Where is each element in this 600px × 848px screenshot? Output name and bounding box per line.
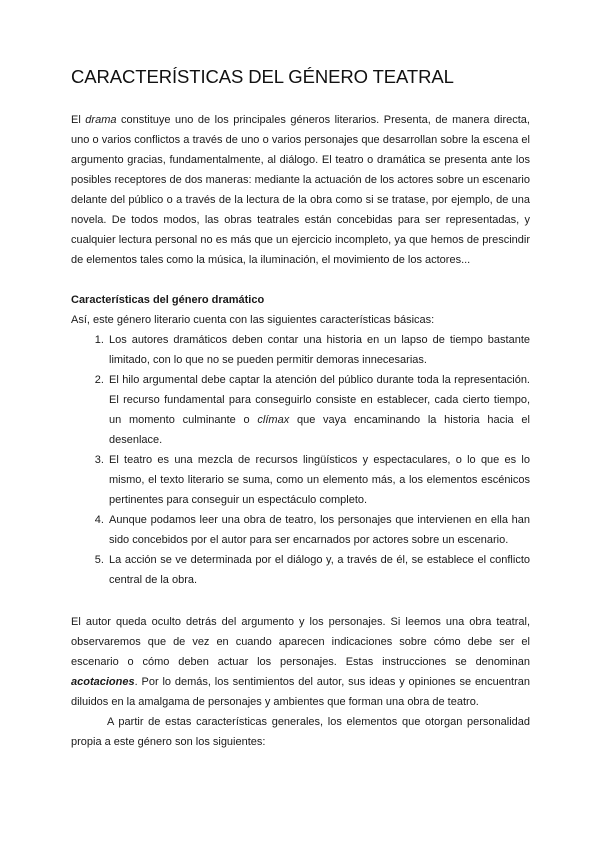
emphasis-climax: clímax bbox=[257, 414, 290, 426]
intro-paragraph bbox=[71, 110, 530, 270]
document-page bbox=[71, 66, 530, 752]
spacer bbox=[71, 590, 530, 612]
page-title: CARACTERÍSTICAS DEL GÉNERO TEATRAL bbox=[71, 66, 454, 87]
section-heading: Características del género dramático bbox=[71, 294, 265, 306]
author-text-rest: . Por lo demás, los sentimientos del autor, sus ideas y opiniones se encuentran diluidos en la amalgama de personajes y ambientes que forman una obra de teatro. bbox=[71, 676, 530, 708]
list-item: 5. La acción se ve determinada por el diálogo y, a través de él, se establece el conflicto central de la obra. bbox=[107, 550, 530, 590]
intro-emphasis-drama: drama bbox=[85, 114, 117, 126]
characteristics-list bbox=[71, 330, 530, 590]
intro-text-rest: constituye uno de los principales géneros literarios. Presenta, de manera directa, uno o varios conflictos a través de uno o varios personajes que desarrollan sobre la escena el argumento gracias, fundamentalmente, al diálogo. El teatro o dramática se presenta ante los posibles receptores de dos maneras: mediante la actuación de los actores sobre un escenario delante del público o a través de la lectura de la obra como si se tratase, por ejemplo, de una novela. De todos modos, las obras teatrales están concebidas para ser representadas, y cualquier lectura personal no es más que un ejercicio incompleto, ya que hemos de prescindir de elementos tales como la música, la iluminación, el movimiento de los actores... bbox=[71, 114, 530, 266]
closing-paragraph: A partir de estas características generales, los elementos que otorgan personalidad propia a este género son los siguientes: bbox=[71, 716, 530, 748]
list-item bbox=[107, 370, 530, 450]
section-lead: Así, este género literario cuenta con las siguientes características básicas: bbox=[71, 314, 435, 326]
list-item-text: El hilo argumental debe captar la atención del público durante toda la representación. El recurso fundamental para conseguirlo consiste en establecer, cada cierto tiempo, un momento culminante o bbox=[109, 374, 530, 426]
emphasis-acotaciones: acotaciones bbox=[71, 676, 135, 688]
author-text-start: El autor queda oculto detrás del argumento y los personajes. Si leemos una obra teatral, observaremos que de vez en cuando aparecen indicaciones sobre cómo debe ser el escenario o cómo deben actuar los personajes. Estas instrucciones se denominan bbox=[71, 616, 530, 668]
author-paragraph bbox=[71, 612, 530, 712]
list-item: 4. Aunque podamos leer una obra de teatro, los personajes que intervienen en ella han sido concebidos por el autor para ser encarnados por actores sobre un escenario. bbox=[107, 510, 530, 550]
intro-text-start: El bbox=[71, 114, 86, 126]
list-item: 3. El teatro es una mezcla de recursos lingüísticos y espectaculares, o lo que es lo mismo, el texto literario se suma, como un elemento más, a los elementos escénicos pertinentes para conseguir un espectáculo completo. bbox=[107, 450, 530, 510]
list-item-text: que vaya encaminando la historia hacia el desenlace. bbox=[109, 414, 530, 446]
list-item: 1. Los autores dramáticos deben contar una historia en un lapso de tiempo bastante limitado, con lo que no se pueden permitir demoras innecesarias. bbox=[107, 330, 530, 370]
